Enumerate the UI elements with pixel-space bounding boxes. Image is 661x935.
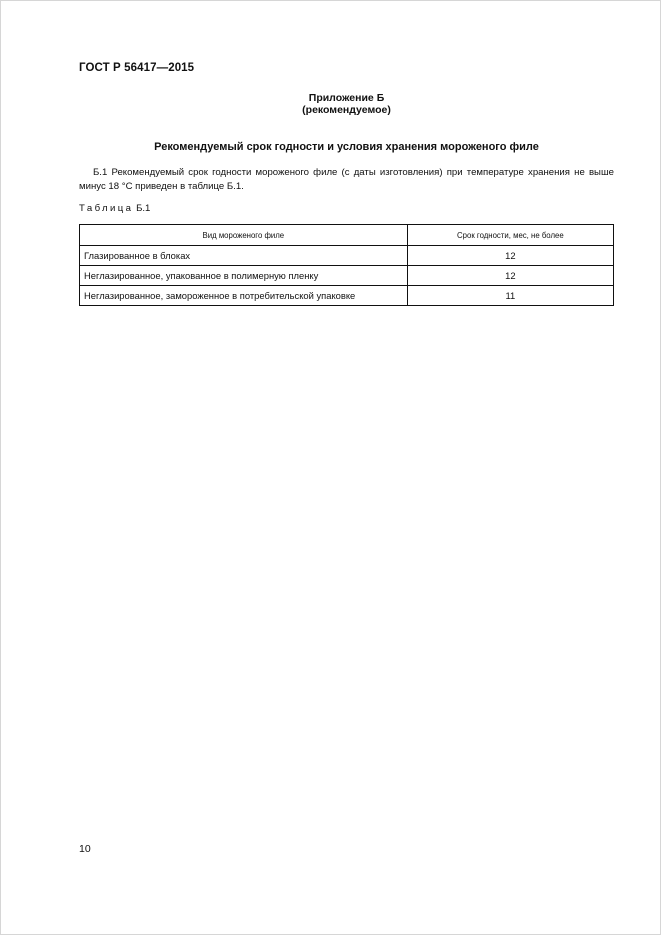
appendix-block bbox=[79, 92, 614, 116]
row-value-cell: 12 bbox=[407, 266, 613, 286]
row-name-cell: Глазированное в блоках bbox=[80, 246, 408, 266]
row-value-cell: 11 bbox=[407, 286, 613, 306]
table-row bbox=[80, 266, 614, 286]
table-row bbox=[80, 286, 614, 306]
body-paragraph: Б.1 Рекомендуемый срок годности мороженого филе (с даты изготовления) при температуре хранения не выше минус 18 °С приведен в таблице Б.1. bbox=[79, 167, 614, 192]
row-name-cell: Неглазированное, замороженное в потребительской упаковке bbox=[80, 286, 408, 306]
appendix-status: (рекомендуемое) bbox=[302, 104, 391, 116]
appendix-title: Приложение Б bbox=[308, 92, 385, 104]
column-header-type: Вид мороженого филе bbox=[80, 225, 408, 246]
table-header-row bbox=[80, 225, 614, 246]
row-name-cell: Неглазированное, упакованное в полимерную пленку bbox=[80, 266, 408, 286]
section-heading: Рекомендуемый срок годности и условия хранения мороженого филе bbox=[154, 141, 539, 153]
table-caption-number: Б.1 bbox=[136, 203, 151, 214]
table-caption bbox=[79, 203, 150, 214]
page-number: 10 bbox=[79, 843, 91, 855]
column-header-shelf-life: Срок годности, мес, не более bbox=[407, 225, 613, 246]
document-code: ГОСТ Р 56417—2015 bbox=[79, 62, 195, 74]
row-value-cell: 12 bbox=[407, 246, 613, 266]
table-row bbox=[80, 246, 614, 266]
shelf-life-table bbox=[79, 224, 614, 306]
table-caption-word: Таблица bbox=[79, 203, 134, 214]
